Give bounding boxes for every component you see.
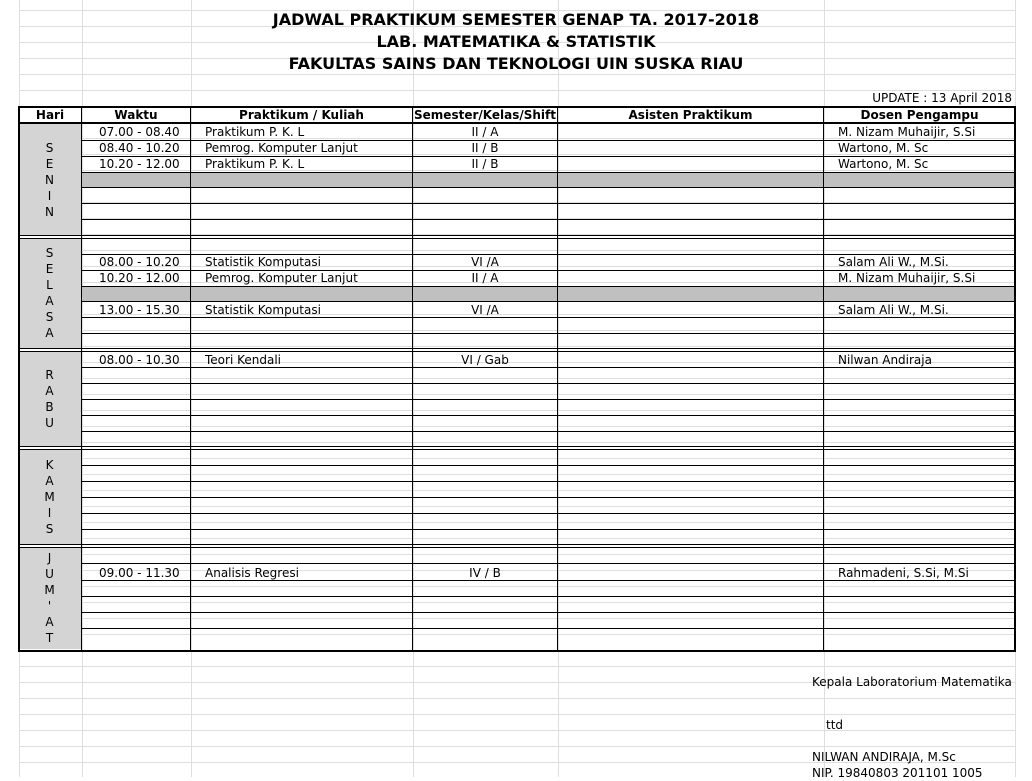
day-letter: N xyxy=(45,172,55,187)
table-border-bottom xyxy=(18,650,1016,652)
gridline-h xyxy=(19,618,1016,619)
gridline-h xyxy=(19,426,1016,427)
gridline-h xyxy=(19,330,1016,331)
gridline-h xyxy=(19,346,1016,347)
cell-dosen: Wartono, M. Sc xyxy=(838,157,929,171)
header-praktikum: Praktikum / Kuliah xyxy=(239,108,364,122)
gridline-h xyxy=(19,90,1016,91)
gridline-h xyxy=(19,410,1016,411)
gridline-h xyxy=(19,490,1016,491)
day-letter: A xyxy=(45,383,55,398)
gridline-h xyxy=(19,698,1016,699)
table-row-line xyxy=(82,317,1015,318)
day-letter: M xyxy=(44,583,56,597)
table-row-line xyxy=(82,563,1015,564)
day-letter: U xyxy=(45,415,55,430)
day-letter: N xyxy=(45,204,55,219)
table-row-line xyxy=(82,580,1015,581)
day-letter: L xyxy=(46,278,54,292)
day-separator xyxy=(18,351,1016,352)
cell-semester: II / A xyxy=(471,271,499,285)
cell-dosen: M. Nizam Muhaijir, S.Si xyxy=(838,125,976,139)
day-senin xyxy=(19,124,81,235)
day-letter: S xyxy=(45,521,55,536)
day-letter: S xyxy=(45,310,55,324)
day-letter: A xyxy=(45,326,55,340)
header-dosen: Dosen Pengampu xyxy=(860,108,979,122)
table-row-line xyxy=(82,301,1015,302)
table-row-line xyxy=(82,367,1015,368)
table-row-line xyxy=(82,513,1015,514)
day-letter: J xyxy=(47,551,53,565)
day-letter: S xyxy=(45,140,55,155)
day-selasa xyxy=(19,238,81,348)
table-border-top xyxy=(18,106,1016,108)
table-row-line xyxy=(82,203,1015,204)
cell-semester: VI / Gab xyxy=(461,353,509,367)
day-letter: A xyxy=(45,615,55,629)
cell-dosen: Rahmadeni, S.Si, M.Si xyxy=(838,566,969,580)
day-letter: R xyxy=(45,367,55,382)
day-separator xyxy=(18,446,1016,447)
title-line-3: FAKULTAS SAINS DAN TEKNOLOGI UIN SUSKA RIAU xyxy=(288,54,744,73)
day-separator xyxy=(18,547,1016,548)
gridline-h xyxy=(19,522,1016,523)
day-separator xyxy=(18,235,1016,236)
header-hari: Hari xyxy=(35,108,65,122)
day-letter: E xyxy=(45,262,55,276)
table-row-line xyxy=(82,481,1015,482)
cell-semester: II / B xyxy=(471,157,499,171)
gridline-h xyxy=(19,746,1016,747)
day-letter: T xyxy=(45,631,55,645)
day-letter: I xyxy=(47,505,53,520)
cell-semester: VI /A xyxy=(471,303,499,317)
table-row-line xyxy=(82,596,1015,597)
table-border-outer-v xyxy=(18,106,20,652)
cell-dosen: Salam Ali W., M.Si. xyxy=(838,255,949,269)
day-letter: K xyxy=(45,457,55,472)
header-semester: Semester/Kelas/Shift xyxy=(414,108,556,122)
day-kamis xyxy=(19,449,81,544)
table-border-header-bottom xyxy=(18,122,1016,124)
table-row-line xyxy=(82,628,1015,629)
cell-praktikum: Statistik Komputasi xyxy=(205,303,321,317)
cell-semester: VI /A xyxy=(471,255,499,269)
table-row-line xyxy=(82,612,1015,613)
cell-praktikum: Statistik Komputasi xyxy=(205,255,321,269)
day-letter: B xyxy=(45,399,55,414)
signature-position: Kepala Laboratorium Matematika xyxy=(812,675,1012,689)
header-waktu: Waktu xyxy=(114,108,158,122)
cell-waktu: 07.00 - 08.40 xyxy=(99,125,180,139)
gridline-h xyxy=(19,586,1016,587)
gridline-h xyxy=(19,634,1016,635)
update-date: UPDATE : 13 April 2018 xyxy=(872,91,1012,105)
cell-waktu: 13.00 - 15.30 xyxy=(99,303,180,317)
gridline-h xyxy=(19,714,1016,715)
cell-praktikum: Pemrog. Komputer Lanjut xyxy=(205,141,358,155)
table-row-line xyxy=(82,286,1015,287)
cell-praktikum: Teori Kendali xyxy=(205,353,281,367)
table-row-line xyxy=(82,431,1015,432)
day-letter: I xyxy=(47,188,53,203)
table-row-line xyxy=(82,529,1015,530)
gridline-h xyxy=(19,474,1016,475)
cell-dosen: M. Nizam Muhaijir, S.Si xyxy=(838,271,976,285)
table-row-line xyxy=(82,465,1015,466)
cell-semester: IV / B xyxy=(469,566,501,580)
table-row-line xyxy=(82,254,1015,255)
table-row-line xyxy=(82,219,1015,220)
cell-waktu: 10.20 - 12.00 xyxy=(99,157,180,171)
title-line-1: JADWAL PRAKTIKUM SEMESTER GENAP TA. 2017-2018 xyxy=(272,10,760,29)
gridline-h xyxy=(19,378,1016,379)
gridline-h xyxy=(19,442,1016,443)
day-separator xyxy=(18,238,1016,239)
cell-praktikum: Praktikum P. K. L xyxy=(205,157,305,171)
cell-semester: II / B xyxy=(471,141,499,155)
table-row-line xyxy=(82,140,1015,141)
cell-dosen: Wartono, M. Sc xyxy=(838,141,929,155)
cell-waktu: 08.00 - 10.30 xyxy=(99,353,180,367)
cell-praktikum: Pemrog. Komputer Lanjut xyxy=(205,271,358,285)
table-row-line xyxy=(82,415,1015,416)
table-row-line xyxy=(82,399,1015,400)
gridline-h xyxy=(19,506,1016,507)
gridline-h xyxy=(19,730,1016,731)
day-jumat xyxy=(19,547,81,649)
title-line-2: LAB. MATEMATIKA & STATISTIK xyxy=(376,32,656,51)
signature-nip: NIP. 19840803 201101 1005 xyxy=(812,766,983,780)
separator-band xyxy=(82,286,1015,301)
day-letter: A xyxy=(45,473,55,488)
table-row-line xyxy=(82,270,1015,271)
day-rabu xyxy=(19,351,81,446)
cell-waktu: 10.20 - 12.00 xyxy=(99,271,180,285)
cell-dosen: Salam Ali W., M.Si. xyxy=(838,303,949,317)
table-row-line xyxy=(82,187,1015,188)
gridline-h xyxy=(19,250,1016,251)
gridline-h xyxy=(19,394,1016,395)
cell-semester: II / A xyxy=(471,125,499,139)
table-row-line xyxy=(82,156,1015,157)
day-letter: S xyxy=(45,246,55,260)
gridline-h xyxy=(19,666,1016,667)
day-separator xyxy=(18,544,1016,545)
signature-name: NILWAN ANDIRAJA, M.Sc xyxy=(812,750,956,764)
gridline-h xyxy=(19,554,1016,555)
header-asisten: Asisten Praktikum xyxy=(628,108,753,122)
table-row-line xyxy=(82,172,1015,173)
signature-ttd: ttd xyxy=(826,718,844,732)
gridline-h xyxy=(19,602,1016,603)
gridline-h xyxy=(19,458,1016,459)
gridline-h xyxy=(19,538,1016,539)
cell-praktikum: Praktikum P. K. L xyxy=(205,125,305,139)
cell-waktu: 08.40 - 10.20 xyxy=(99,141,180,155)
day-letter: U xyxy=(45,567,55,581)
table-row-line xyxy=(82,497,1015,498)
day-letter: M xyxy=(44,489,56,504)
table-row-line xyxy=(82,383,1015,384)
separator-band xyxy=(82,172,1015,187)
day-separator xyxy=(18,348,1016,349)
day-letter: ' xyxy=(47,599,53,613)
day-letter: E xyxy=(45,156,55,171)
cell-praktikum: Analisis Regresi xyxy=(205,566,299,580)
cell-waktu: 09.00 - 11.30 xyxy=(99,566,180,580)
table-row-line xyxy=(82,333,1015,334)
cell-waktu: 08.00 - 10.20 xyxy=(99,255,180,269)
day-separator xyxy=(18,449,1016,450)
day-letter: A xyxy=(45,294,55,308)
cell-dosen: Nilwan Andiraja xyxy=(838,353,932,367)
